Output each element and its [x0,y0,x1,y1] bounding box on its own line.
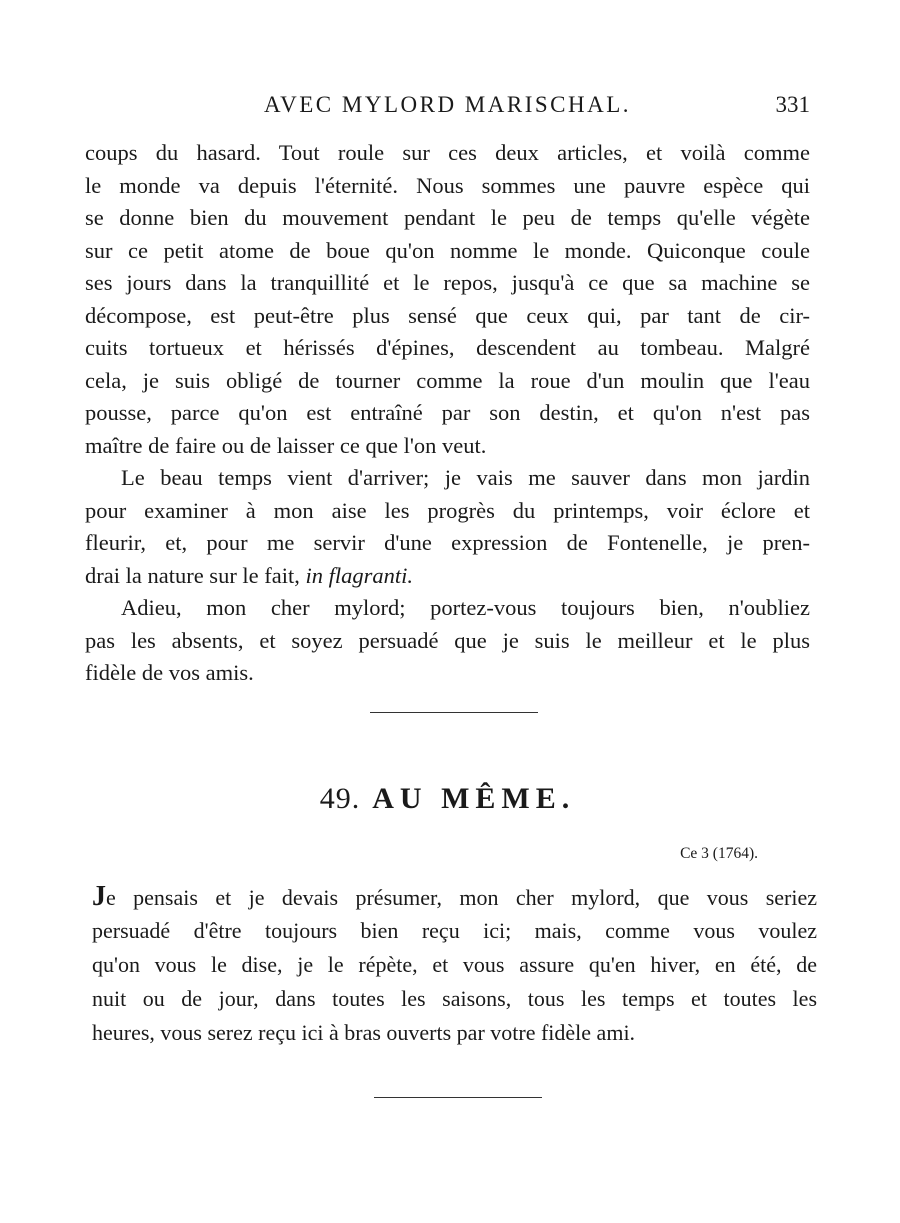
paragraph-continuation [85,137,810,462]
text-line: nuit ou de jour, dans toutes les saisons, tous les temps et toutes les [92,986,817,1011]
section-divider [370,712,538,713]
letter-body [92,880,817,1050]
text-line: Adieu, mon cher mylord; portez-vous toujours bien, n'oubliez [121,595,810,620]
letter-title: AU MÊME. [372,782,576,815]
text-line: qu'on vous le dise, je le répète, et vous assure qu'en hiver, en été, de [92,952,817,977]
paragraph-garden [85,462,810,592]
section-divider [374,1097,542,1098]
text-line: fidèle de vos amis. [85,660,254,685]
drop-cap: J [92,881,106,912]
text-line: cela, je suis obligé de tourner comme la roue d'un moulin que l'eau [85,367,810,393]
text-line: heures, vous serez reçu ici à bras ouverts par votre fidèle ami. [92,1020,636,1045]
text-line: fleurir, et, pour me servir d'une expression de Fontenelle, je pren- [85,530,810,555]
text-line: persuadé d'être toujours bien reçu ici; mais, comme vous voulez [92,918,817,943]
italic-phrase: in flagranti. [305,562,414,588]
text-line: pas les absents, et soyez persuadé que je suis le meilleur et le plus [85,627,810,653]
text-line-rest: e pensais et je devais présumer, mon cher mylord, que vous seriez [106,885,817,910]
text-line: cuits tortueux et hérissés d'épines, descendent au tombeau. Malgré [85,335,810,360]
text-line: le monde va depuis l'éternité. Nous sommes une pauvre espèce qui [85,172,810,198]
text-line [85,560,810,593]
running-head [85,92,810,122]
text-line: maître de faire ou de laisser ce que l'on veut. [85,432,487,458]
page-number: 331 [775,92,810,117]
paragraph-farewell [85,592,810,690]
text-line: se donne bien du mouvement pendant le peu de temps qu'elle végète [85,205,810,230]
running-title: AVEC MYLORD MARISCHAL. [263,92,632,117]
text-line: Le beau temps vient d'arriver; je vais me sauver dans mon jardin [121,465,810,490]
text-line: pousse, parce qu'on est entraîné par son destin, et qu'on n'est pas [85,400,810,425]
text-line: décompose, est peut-être plus sensé que ceux qui, par tant de cir- [85,302,810,328]
text-line: coups du hasard. Tout roule sur ces deux articles, et voilà comme [85,140,810,165]
text-line [92,880,817,914]
letter-heading [85,782,810,816]
text-line: pour examiner à mon aise les progrès du printemps, voir éclore et [85,497,810,523]
text-line: ses jours dans la tranquillité et le repos, jusqu'à ce que sa machine se [85,270,810,295]
letter-number: 49. [319,782,361,815]
letter-date: Ce 3 (1764). [680,845,758,862]
text-line: sur ce petit atome de boue qu'on nomme le monde. Quiconque coule [85,237,810,263]
text-line-prefix: drai la nature sur le fait, [85,562,306,588]
